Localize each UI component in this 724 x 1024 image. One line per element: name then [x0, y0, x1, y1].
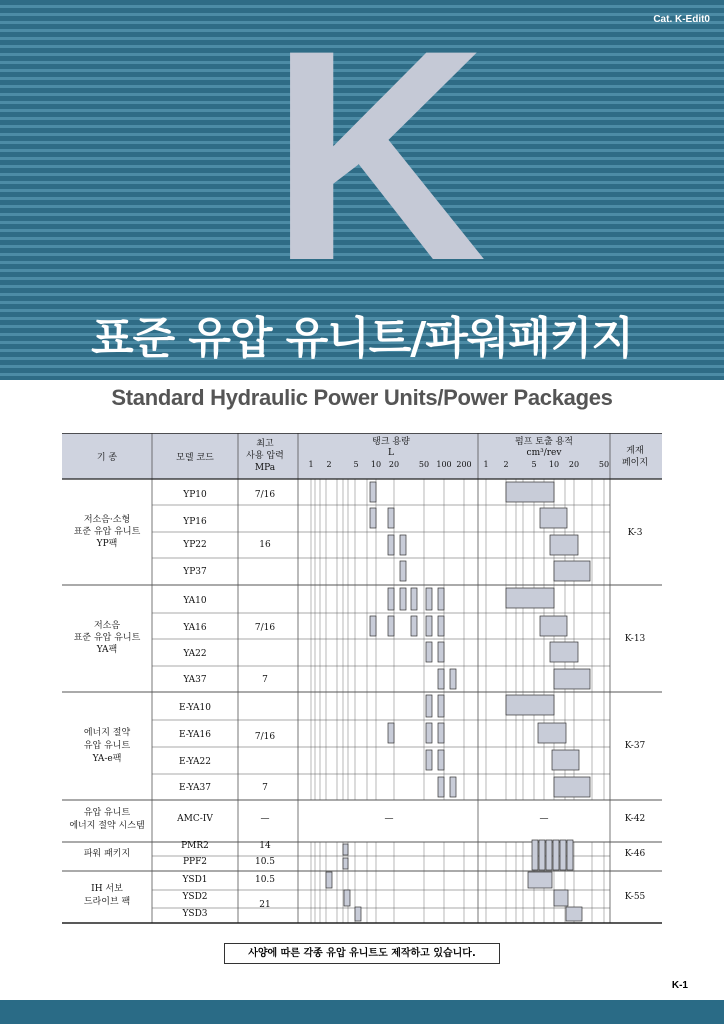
- capacity-bar: [540, 616, 567, 636]
- row-pressure: 14: [259, 841, 271, 851]
- capacity-bar: [370, 616, 376, 636]
- capacity-bar: [355, 907, 361, 921]
- row-pressure: 7/16: [254, 623, 276, 633]
- pump-tick: 2: [503, 460, 509, 469]
- capacity-bar: [438, 695, 444, 717]
- row-code: AMC-IV: [177, 814, 213, 824]
- pump-tick: 1: [483, 460, 489, 469]
- page-number: K-1: [671, 980, 688, 991]
- capacity-bar: [506, 588, 554, 608]
- product-table: [62, 433, 662, 925]
- header-tank-2: L: [388, 448, 394, 458]
- row-code: YA16: [183, 623, 207, 633]
- pump-tick: 5: [531, 460, 537, 469]
- row-code: PMR2: [181, 841, 209, 851]
- capacity-bar: [560, 840, 566, 870]
- header-banner: [0, 0, 724, 380]
- capacity-bar: [438, 750, 444, 770]
- page-ref: K-55: [624, 892, 646, 902]
- row-code: YP37: [183, 567, 207, 577]
- capacity-bar: [326, 872, 332, 888]
- row-pressure: 16: [259, 540, 271, 550]
- tank-dash: —: [384, 814, 394, 824]
- capacity-bar: [566, 907, 582, 921]
- capacity-bar: [400, 535, 406, 555]
- capacity-bar: [388, 588, 394, 610]
- row-pressure: 7: [262, 783, 268, 793]
- title-english: Standard Hydraulic Power Units/Power Packages: [111, 385, 613, 410]
- capacity-bar: [438, 669, 444, 689]
- capacity-bar: [567, 840, 573, 870]
- row-code: E-YA16: [179, 730, 211, 740]
- page-ref: K-3: [627, 528, 643, 538]
- group-name-line: YA-e팩: [92, 754, 122, 764]
- catalog-code: Cat. K-Edit0: [653, 14, 710, 25]
- row-pressure: 10.5: [254, 875, 276, 885]
- capacity-bar: [450, 669, 456, 689]
- pump-dash: —: [539, 814, 549, 824]
- tank-tick: 10: [370, 460, 382, 469]
- title-korean: 표준 유압 유니트/파워패키지: [91, 313, 633, 364]
- row-code: E-YA22: [179, 757, 211, 767]
- capacity-bar: [388, 508, 394, 528]
- capacity-bar: [426, 723, 432, 743]
- capacity-bar: [506, 482, 554, 502]
- row-pressure: —: [260, 814, 270, 824]
- capacity-bar: [426, 695, 432, 717]
- capacity-bar: [426, 616, 432, 636]
- group-name-line: 에너지 절약: [83, 728, 131, 738]
- capacity-bar: [400, 588, 406, 610]
- row-code: PPF2: [182, 857, 208, 867]
- group-name-line: 유압 유니트: [83, 808, 131, 818]
- group-name-line: 저소음·소형: [83, 515, 131, 525]
- capacity-bar: [554, 669, 590, 689]
- capacity-bar: [554, 777, 590, 797]
- group-name-line: 표준 유압 유니트: [73, 633, 141, 643]
- capacity-bar: [426, 642, 432, 662]
- row-pressure: 10.5: [254, 857, 276, 867]
- page-ref: K-42: [624, 814, 646, 824]
- group-name-line: YA팩: [96, 645, 118, 655]
- capacity-bar: [343, 844, 348, 855]
- capacity-bar: [450, 777, 456, 797]
- row-code: YP22: [183, 540, 207, 550]
- header-model-code: 모델 코드: [176, 453, 214, 463]
- capacity-bars: [326, 482, 590, 921]
- row-code: YP10: [183, 490, 207, 500]
- pump-tick: 10: [548, 460, 560, 469]
- header-model-type: 기 종: [96, 453, 118, 463]
- group-name-line: IH 서보: [91, 884, 123, 894]
- row-code: YSD3: [182, 909, 208, 919]
- row-pressure: 7/16: [254, 732, 276, 742]
- capacity-bar: [438, 777, 444, 797]
- capacity-bar: [388, 535, 394, 555]
- capacity-bar: [550, 535, 578, 555]
- row-code: YA10: [183, 596, 207, 606]
- tank-tick: 200: [456, 460, 472, 469]
- tank-tick: 5: [353, 460, 359, 469]
- capacity-bar: [550, 642, 578, 662]
- group-name-line: YP팩: [96, 539, 118, 549]
- chapter-letter: K: [270, 0, 482, 323]
- header-pressure-2: 사용 압력: [246, 451, 284, 461]
- capacity-bar: [343, 858, 348, 869]
- page-ref: K-46: [624, 849, 646, 859]
- capacity-bar: [539, 840, 545, 870]
- tank-tick: 50: [418, 460, 430, 469]
- capacity-bar: [554, 890, 568, 906]
- capacity-bar: [388, 723, 394, 743]
- header-pump-1: 펌프 토출 용적: [515, 437, 573, 447]
- capacity-bar: [538, 723, 566, 743]
- capacity-bar: [528, 872, 552, 888]
- capacity-bar: [388, 616, 394, 636]
- row-code: YSD1: [182, 875, 208, 885]
- header-pressure-1: 최고: [256, 439, 274, 449]
- row-pressure: 7/16: [254, 490, 276, 500]
- tank-tick: 2: [326, 460, 332, 469]
- header-tank-1: 탱크 용량: [372, 437, 410, 447]
- group-name-line: 유압 유니트: [83, 741, 131, 751]
- capacity-bar: [506, 695, 554, 715]
- capacity-bar: [540, 508, 567, 528]
- row-code: YA22: [183, 649, 207, 659]
- header-page-2: 페이지: [621, 458, 649, 468]
- capacity-bar: [546, 840, 552, 870]
- tank-tick: 100: [436, 460, 452, 469]
- capacity-bar: [370, 482, 376, 502]
- row-code: E-YA37: [179, 783, 211, 793]
- group-name-line: 파워 패키지: [83, 849, 131, 859]
- capacity-bar: [411, 588, 417, 610]
- header-page-1: 게재: [626, 446, 644, 456]
- row-code: E-YA10: [179, 703, 211, 713]
- capacity-bar: [426, 750, 432, 770]
- header-pump-2: cm³/rev: [526, 448, 562, 458]
- production-note: 사양에 따른 각종 유압 유니트도 제작하고 있습니다.: [224, 943, 500, 964]
- group-name-line: 표준 유압 유니트: [73, 527, 141, 537]
- header-pressure-3: MPa: [254, 463, 276, 473]
- capacity-bar: [554, 561, 590, 581]
- row-code: YP16: [183, 517, 207, 527]
- row-pressure: 7: [262, 675, 268, 685]
- page-ref: K-13: [624, 634, 646, 644]
- capacity-bar: [438, 616, 444, 636]
- group-name-line: 에너지 절약 시스템: [69, 821, 145, 831]
- row-code: YA37: [183, 675, 207, 685]
- page-ref: K-37: [624, 741, 646, 751]
- capacity-bar: [553, 840, 559, 870]
- capacity-bar: [438, 723, 444, 743]
- capacity-bar: [411, 616, 417, 636]
- capacity-bar: [438, 588, 444, 610]
- tank-tick: 20: [388, 460, 400, 469]
- tank-tick: 1: [308, 460, 314, 469]
- capacity-bar: [438, 642, 444, 662]
- capacity-bar: [370, 508, 376, 528]
- capacity-bar: [400, 561, 406, 581]
- capacity-bar: [344, 890, 350, 906]
- capacity-bar: [532, 840, 538, 870]
- pump-tick: 50: [598, 460, 610, 469]
- row-code: YSD2: [182, 892, 208, 902]
- capacity-bar: [552, 750, 579, 770]
- group-name-line: 드라이브 팩: [83, 897, 131, 907]
- group-name-line: 저소음: [93, 621, 121, 631]
- footer-bar: [0, 1000, 724, 1024]
- capacity-bar: [426, 588, 432, 610]
- row-pressure: 21: [259, 900, 271, 910]
- pump-tick: 20: [568, 460, 580, 469]
